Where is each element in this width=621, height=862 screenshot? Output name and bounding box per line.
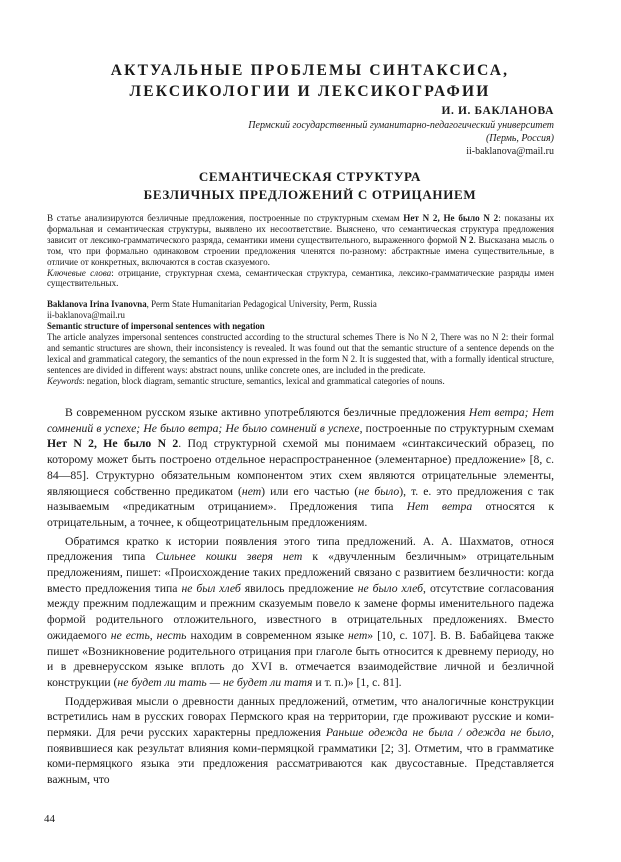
author-en-email[interactable]: ii-baklanova@mail.ru [47, 310, 125, 321]
author-email[interactable]: ii-baklanova@mail.ru [466, 146, 554, 157]
article-title-en: Semantic structure of impersonal sentences with negation [47, 321, 265, 332]
author-name: И. И. БАКЛАНОВА [441, 105, 554, 117]
keywords-en: Keywords: negation, block diagram, semantic structure, semantics, lexical and grammatical categories of nouns. [47, 375, 445, 386]
author-en: Baklanova Irina Ivanovna, Perm State Humanitarian Pedagogical University, Perm, Russia [47, 299, 377, 310]
section-heading-line-1: АКТУАЛЬНЫЕ ПРОБЛЕМЫ СИНТАКСИСА, [110, 62, 510, 79]
section-heading [70, 60, 550, 102]
section-heading-line-2: ЛЕКСИКОЛОГИИ И ЛЕКСИКОГРАФИИ [129, 83, 491, 100]
author-affiliation: Пермский государственный гуманитарно-педагогический университет [248, 120, 554, 131]
keywords-ru: Ключевые слова: отрицание, структурная схема, семантическая структура, семантика, лексико-грамматические разряды имен существительных. [47, 267, 555, 289]
abstract-en-text: The article analyzes impersonal sentences constructed according to the structural schemes There is No N 2, There was no N 2: their formal and semantic structures are shown, their inconsistency is revealed. It was found out that the semantic structure of a sentence depends on the lexical and grammatical category, the semantics of the noun expressed in the form N 2. It is suggested that, with a formally identical structure, sentences are divided in different ways: abstract nouns, unlike concrete ones, are included in the predicate. [47, 332, 554, 375]
author-block [248, 104, 554, 158]
article-title [70, 168, 550, 204]
article-title-line-2: БЕЗЛИЧНЫХ ПРЕДЛОЖЕНИЙ С ОТРИЦАНИЕМ [143, 187, 477, 202]
abstract-en [47, 299, 554, 386]
author-en-name: Baklanova Irina Ivanovna [47, 299, 147, 310]
page-number: 44 [44, 813, 55, 825]
abstract-ru: В статье анализируются безличные предложения, построенные по структурным схемам Нет N 2, Не было N 2: показаны их формальная и семантическая структуры, выявлено их несоответствие. Выяснено, что семантическая структура предложения зависит от лексико-грамматического разряда, семантики имени существительного, выраженного формой N 2. Высказана мысль о том, что при формально одинаковом строении предложения членятся по-разному: абстрактные имена существительные, в отличие от конкретных, включаются в состав сказуемого. [47, 213, 555, 267]
author-location: (Пермь, Россия) [485, 133, 554, 144]
keywords-en-label: Keywords [47, 375, 83, 386]
article-body [47, 405, 554, 791]
article-title-line-1: СЕМАНТИЧЕСКАЯ СТРУКТУРА [198, 169, 422, 184]
body-paragraph-1: В современном русском языке активно употребляются безличные предложения Нет ветра; Нет сомнений в успехе; Не было ветра; Не было сомнений в успехе, построенные по структурным схемам Нет N 2, Не было N 2. Под структурной схемой мы понимаем «синтаксический образец, по которому может быть построено отдельное нераспространенное (элементарное) предложение» [8, с. 84—85]. Структурно обязательным компонентом этих схем являются отрицательные элементы, являющиеся собственно предикатом (нет) или его частью (не было), т. е. это предложения с так называемым «предикатным отрицанием». Предложения типа Нет ветра относятся к отрицательным, а точнее, к общеотрицательным предложениям. [47, 406, 555, 529]
body-paragraph-3: Поддерживая мысли о древности данных предложений, отметим, что аналогичные конструкции встретились нам в русских говорах Пермского края на территории, где проживают русские и коми-пермяки. Для речи русских характерны предложения Раньше одежда не была / одежда не было, появившиеся как результат влияния коми-пермяцкой грамматики [2; 3]. Отметим, что в грамматике коми-пермяцкого языка эти предложения рассматриваются как двусоставные. Представляется важным, что [47, 694, 555, 787]
abstract-section [47, 213, 554, 387]
body-paragraph-2: Обратимся кратко к истории появления этого типа предложений. А. А. Шахматов, относя предложения типа Сильнее кошки зверя нет к «двучленным безличным» отрицательным предложениям, пишет: «Происхождение таких предложений связано с развитием безличности: когда вместо предложения типа не был хлеб явилось предложение не было хлеб, отсутствие согласования между прежним подлежащим и прежним сказуемым повело к замене формы именительного падежа формой родительного отложительного, известного в отрицательных предложениях. Вместо ожидаемого не есть, несть находим в современном языке нет» [10, с. 107]. В. В. Бабайцева также пишет «Возникновение родительного отрицания при глаголе быть относится к древнему периоду, но и в древнерусском языке вплоть до XVI в. отмечается взаимодействие личной и безличной конструкции (не будет ли тать — не будет ли татя и т. п.)» [1, с. 81]. [47, 534, 554, 689]
keywords-ru-label: Ключевые слова [47, 267, 112, 278]
